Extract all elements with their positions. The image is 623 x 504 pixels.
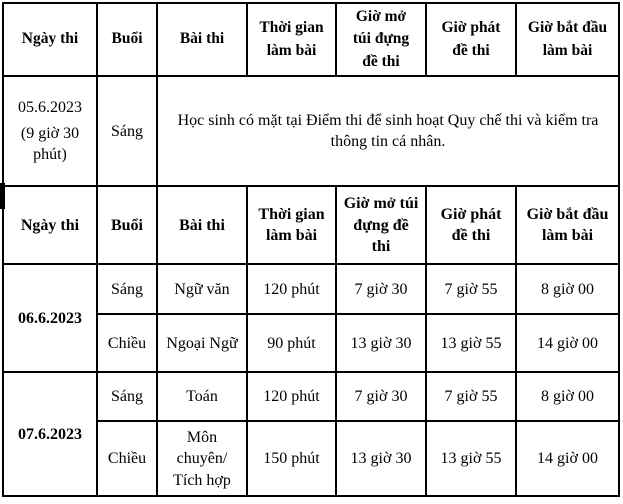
- header-bai-thi: Bài thi: [157, 3, 247, 76]
- subject-cell: Ngoại Ngữ: [157, 314, 247, 372]
- date-cell-06-6: 06.6.2023: [3, 264, 97, 372]
- date-time-text: (9 giờ 30 phút): [20, 124, 80, 164]
- duration-cell: 90 phút: [247, 314, 336, 372]
- handout-time-cell: 7 giờ 55: [426, 264, 516, 314]
- header-ngay-thi: Ngày thi: [3, 186, 97, 264]
- exam-schedule-table: [2, 2, 620, 497]
- duration-cell: 120 phút: [247, 264, 336, 314]
- header-ngay-thi: Ngày thi: [3, 3, 97, 76]
- subject-cell: Môn chuyên/ Tích hợp: [157, 421, 247, 496]
- header-gio-bat-dau: Giờ bắt đầu làm bài: [516, 186, 619, 264]
- session-cell: Chiều: [97, 314, 157, 372]
- open-time-cell: 13 giờ 30: [336, 421, 426, 496]
- open-time-cell: 7 giờ 30: [336, 372, 426, 421]
- start-time-cell: 14 giờ 00: [516, 421, 619, 496]
- date-text: 05.6.2023: [18, 99, 82, 117]
- subject-cell: Ngữ văn: [157, 264, 247, 314]
- row-07-sang: [3, 372, 619, 421]
- subject-cell: Toán: [157, 372, 247, 421]
- header-row-2: [3, 186, 619, 264]
- row-orientation: [3, 76, 619, 186]
- row-06-sang: [3, 264, 619, 314]
- header-bai-thi: Bài thi: [157, 186, 247, 264]
- header-gio-phat: Giờ phát đề thi: [426, 3, 516, 76]
- start-time-cell: 8 giờ 00: [516, 372, 619, 421]
- open-time-cell: 13 giờ 30: [336, 314, 426, 372]
- date-cell-07-6: 07.6.2023: [3, 372, 97, 496]
- session-cell: Sáng: [97, 76, 157, 186]
- header-thoi-gian: Thời gian làm bài: [247, 186, 336, 264]
- start-time-cell: 8 giờ 00: [516, 264, 619, 314]
- header-gio-mo-tui: Giờ mở túi đựng đề thi: [336, 3, 426, 76]
- header-gio-mo-tui: Giờ mở túi đựng đề thi: [336, 186, 426, 264]
- start-time-cell: 14 giờ 00: [516, 314, 619, 372]
- open-time-cell: 7 giờ 30: [336, 264, 426, 314]
- orientation-note-cell: Học sinh có mặt tại Điểm thi để sinh hoạt Quy chế thi và kiểm tra thông tin cá nhân.: [157, 76, 619, 186]
- session-cell: Sáng: [97, 372, 157, 421]
- handout-time-cell: 13 giờ 55: [426, 421, 516, 496]
- duration-cell: 120 phút: [247, 372, 336, 421]
- session-cell: Sáng: [97, 264, 157, 314]
- duration-cell: 150 phút: [247, 421, 336, 496]
- left-border-artifact: [0, 183, 5, 209]
- session-cell: Chiều: [97, 421, 157, 496]
- header-thoi-gian: Thời gian làm bài: [247, 3, 336, 76]
- date-cell-05-6: [3, 76, 97, 186]
- header-gio-phat: Giờ phát đề thi: [426, 186, 516, 264]
- header-gio-bat-dau: Giờ bắt đầu làm bài: [516, 3, 619, 76]
- header-buoi: Buổi: [97, 3, 157, 76]
- handout-time-cell: 7 giờ 55: [426, 372, 516, 421]
- handout-time-cell: 13 giờ 55: [426, 314, 516, 372]
- header-row-1: [3, 3, 619, 76]
- header-buoi: Buổi: [97, 186, 157, 264]
